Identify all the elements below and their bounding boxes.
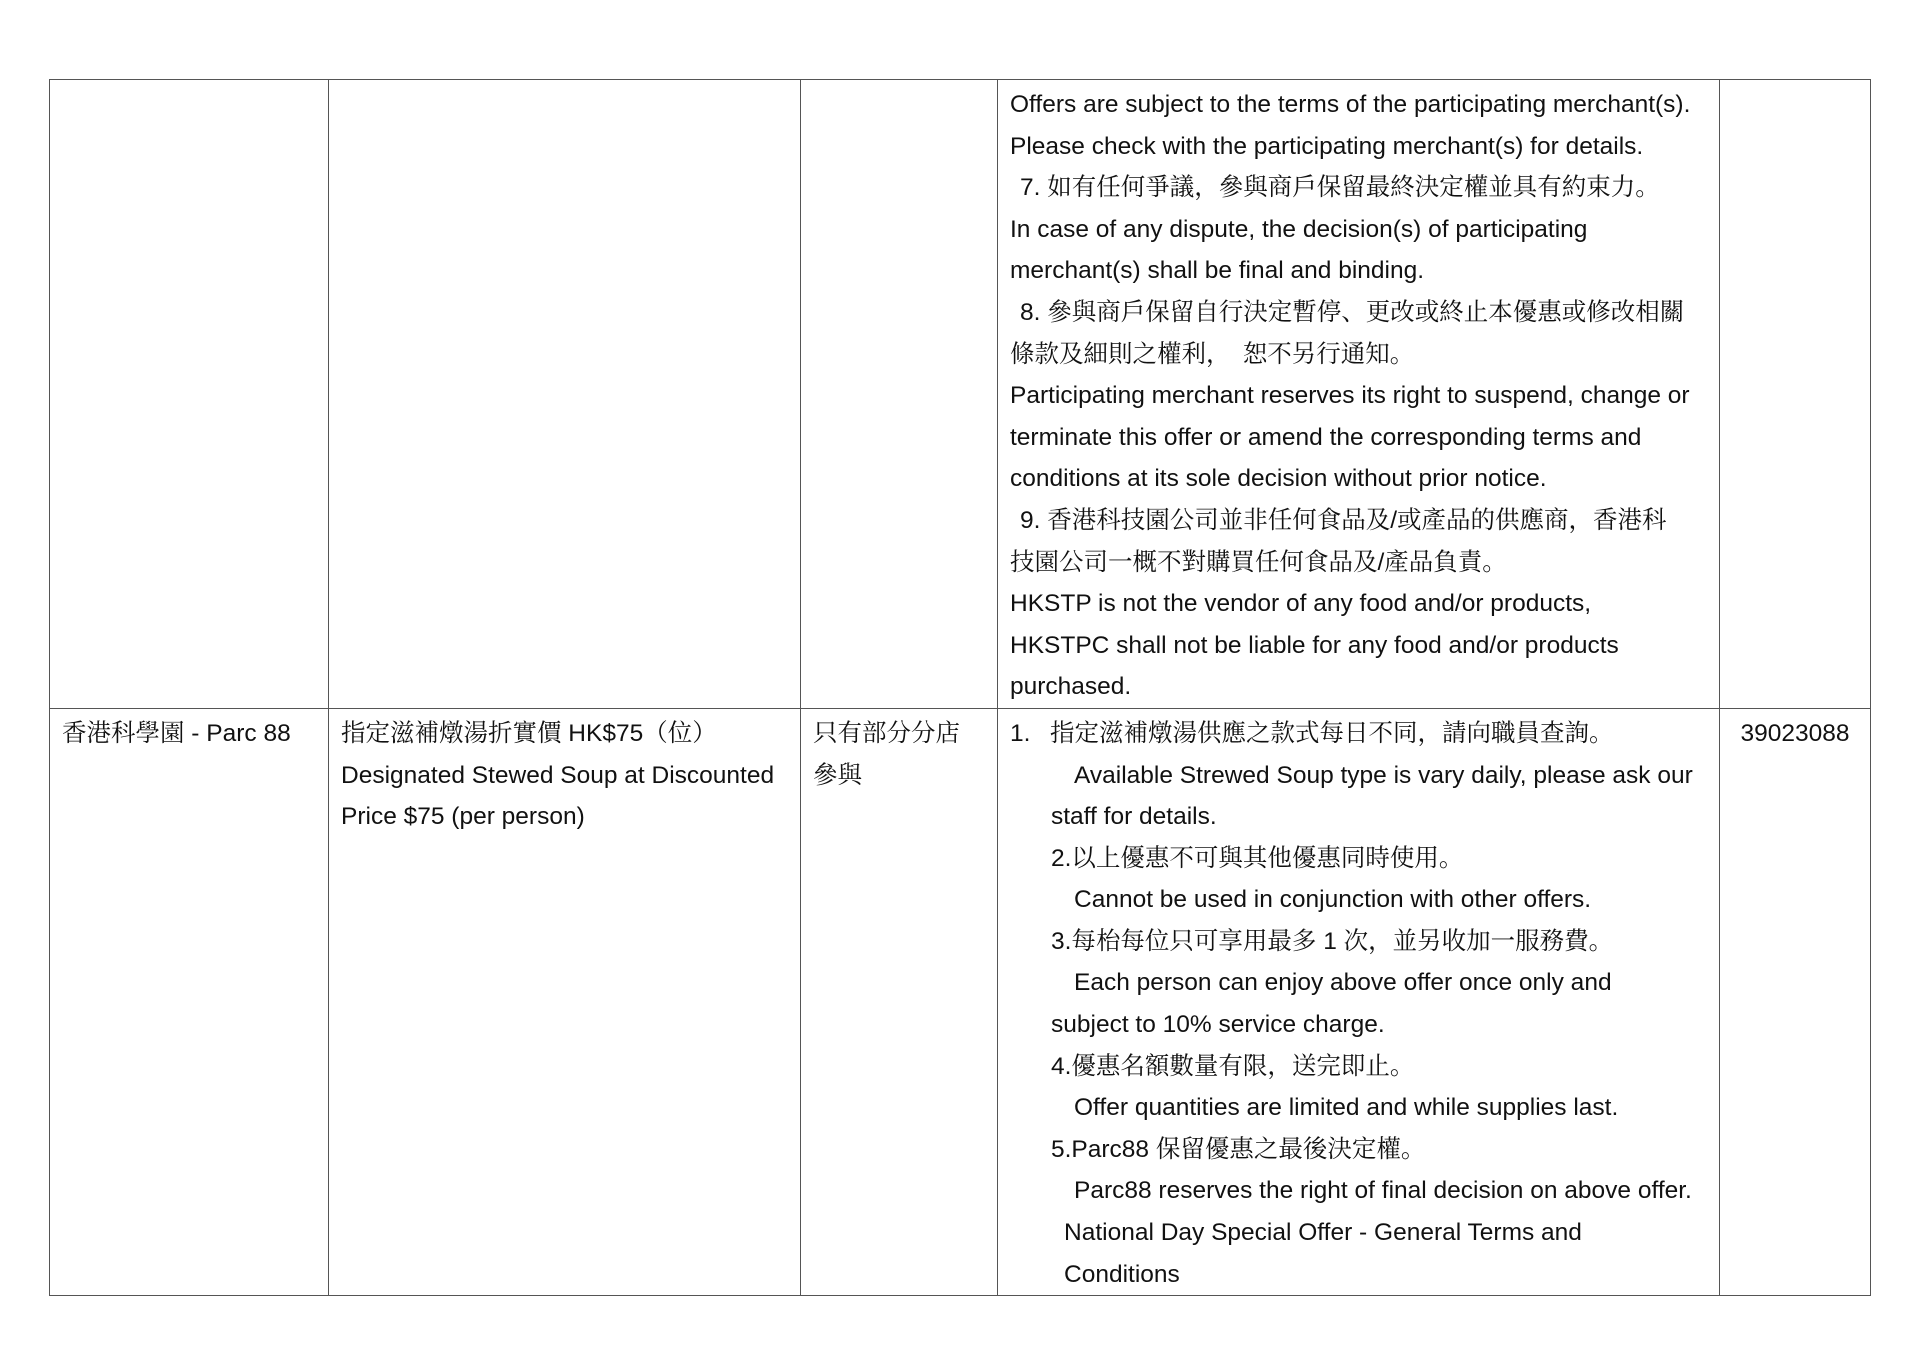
terms-line: staff for details. [1051,803,1217,831]
venue-cell [50,708,329,1295]
terms-line: conditions at its sole decision without prior notice. [1010,465,1547,493]
offers-table [49,79,1871,1296]
phone-cell [1720,708,1871,1295]
phone-cell [1720,80,1871,709]
terms-line: 3.每枱每位只可享用最多 1 次，並另收加一服務費。 [1051,927,1614,955]
branches-cell [801,80,998,709]
terms-line: Participating merchant reserves its right to suspend, change or [1010,382,1690,410]
terms-line: 技園公司一概不對購買任何食品及/產品負責。 [1010,548,1507,576]
table-row [50,708,1871,1295]
terms-line: purchased. [1010,673,1132,701]
branches-cell [801,708,998,1295]
terms-line: Conditions [1064,1260,1180,1288]
terms-line: HKSTPC shall not be liable for any food and/or products [1010,631,1619,659]
terms-line: 9. 香港科技園公司並非任何食品及/或產品的供應商，香港科 [1020,506,1667,534]
venue-cell [50,80,329,709]
terms-line: merchant(s) shall be final and binding. [1010,257,1425,285]
terms-item-text: 指定滋補燉湯供應之款式每日不同，請向職員查詢。 [1050,719,1614,747]
terms-line: 2.以上優惠不可與其他優惠同時使用。 [1051,844,1464,872]
terms-cell [998,708,1720,1295]
terms-line: 5.Parc88 保留優惠之最後決定權。 [1051,1135,1426,1163]
terms-line: Offers are subject to the terms of the participating merchant(s). [1010,91,1691,118]
terms-line: 4.優惠名額數量有限，送完即止。 [1051,1052,1415,1080]
terms-line: subject to 10% service charge. [1051,1011,1385,1039]
terms-item-number: 1. [1010,719,1031,747]
terms-line: National Day Special Offer - General Terms and [1064,1219,1582,1247]
terms-line: In case of any dispute, the decision(s) of participating [1010,215,1588,243]
terms-line: Parc88 reserves the right of final decision on above offer. [1074,1177,1692,1205]
terms-line: 7. 如有任何爭議，參與商戶保留最終決定權並具有約束力。 [1020,174,1660,202]
offer-line: 指定滋補燉湯折實價 HK$75（位） [341,719,717,747]
branches-line: 只有部分分店 [813,719,960,747]
terms-line: Please check with the participating merchant(s) for details. [1010,132,1644,160]
terms-line: 條款及細則之權利， 恕不另行通知。 [1010,340,1415,368]
offer-cell [329,80,801,709]
branches-line: 參與 [813,761,862,789]
terms-line: Offer quantities are limited and while supplies last. [1074,1094,1619,1122]
offer-line: Designated Stewed Soup at Discounted [341,761,775,789]
terms-item-1 [1010,713,1707,755]
offer-line: Price $75 (per person) [341,803,585,831]
table-row [50,80,1871,709]
terms-line: Each person can enjoy above offer once only and [1074,969,1612,997]
offer-cell [329,708,801,1295]
terms-line: HKSTP is not the vendor of any food and/or products, [1010,590,1592,618]
terms-line: Cannot be used in conjunction with other offers. [1074,886,1592,914]
terms-line: terminate this offer or amend the corresponding terms and [1010,423,1642,451]
phone-number: 39023088 [1740,719,1850,747]
terms-cell [998,80,1720,709]
terms-line: 8. 參與商戶保留自行決定暫停、更改或終止本優惠或修改相關 [1020,298,1685,326]
venue-name: 香港科學園 - Parc 88 [62,719,291,747]
terms-line: Available Strewed Soup type is vary daily, please ask our [1074,761,1693,789]
